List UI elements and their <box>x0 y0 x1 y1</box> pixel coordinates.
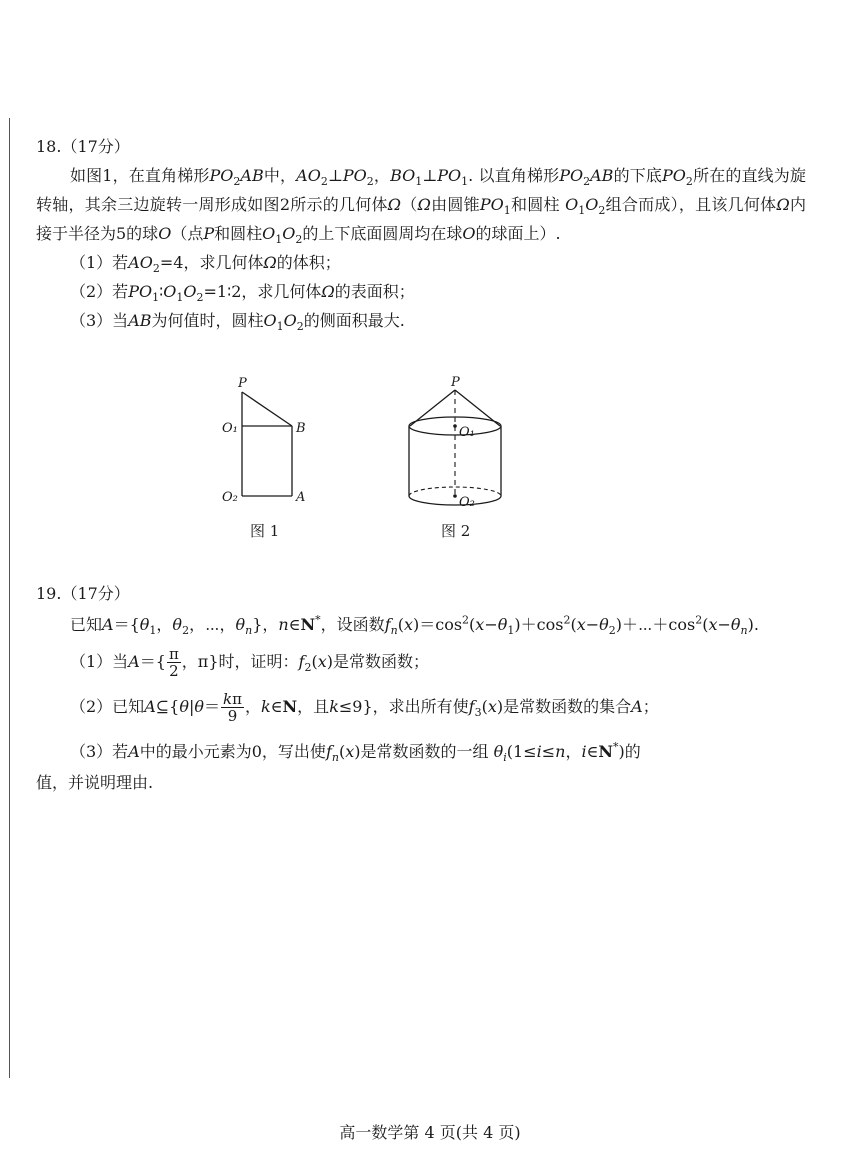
fig1-label-B: B <box>296 421 306 436</box>
question-19 <box>36 578 806 798</box>
fig2-label-P: P <box>451 375 460 390</box>
fig1-label-A: A <box>296 490 306 505</box>
question-18-stem: 如图1，在直角梯形$PO_2AB$中，$AO_2\perp PO_2$，$BO_1\perp PO_1$. 以直角梯形$PO_2AB$的下底$PO_2$所在的直线为旋转轴，其余三边旋转一周形成如图2所示的几何体Ω（Ω由圆锥$PO_1$和圆柱 $O_1O_2$组合而成），且该几何体Ω内接于半径为5的球O（点P和圆柱$O_1O_2$的上下底面圆周均在球O的球面上）. <box>36 166 806 247</box>
question-18-figures <box>210 374 530 549</box>
page-footer: 高一数学第 4 页(共 4 页) <box>339 1123 521 1142</box>
question-19-header: 19.（17分） <box>36 584 130 603</box>
figure-1-caption: 图 1 <box>250 522 280 540</box>
question-19-part-2: （2）已知A⊆{θ|θ＝ $\frac{k\pi}{9}$ ，k∈N，且k≤9}，求出所有使$f_3(x)$是常数函数的集合A； <box>70 690 659 725</box>
figure-1-diagram <box>222 376 306 505</box>
question-19-part-1: （1）当A＝{ $\frac{\pi}{2}$ ，π}时，证明：$f_2(x)$是常数函数； <box>70 645 429 680</box>
fig1-label-P: P <box>238 376 247 391</box>
question-18 <box>36 132 806 335</box>
figure-2-caption: 图 2 <box>441 522 471 540</box>
figure-2-diagram <box>409 375 501 510</box>
question-18-header: 18.（17分） <box>36 137 130 156</box>
question-18-part-2: （2）若$PO_1∶O_1O_2=1∶2$，求几何体Ω的表面积； <box>70 282 415 305</box>
fig2-label-O2: O₂ <box>459 495 475 510</box>
fig2-label-O1: O₁ <box>459 425 475 440</box>
question-18-part-3: （3）当AB为何值时，圆柱$O_1O_2$的侧面积最大. <box>70 311 405 334</box>
question-19-part-3-cont: 值，并说明理由. <box>36 773 154 792</box>
question-18-part-1: （1）若$AO_2=4$，求几何体Ω的体积； <box>70 253 341 276</box>
fig1-label-O1: O₁ <box>222 421 238 436</box>
question-19-stem: 已知$A=\{\theta_1$，$\theta_2$，⋯，$\theta_n$}，n∈N*，设函数$f_n(x)=\cos^2(x-\theta_1)+\cos^2(x-\theta_2)+\cdots+\cos^2(x-\theta_n)$. <box>70 613 759 638</box>
question-19-part-3: （3）若A中的最小元素为0，写出使$f_n(x)$是常数函数的一组 $\theta_i(1\le i\le n$，i∈N*)的 <box>70 740 641 765</box>
fig1-label-O2: O₂ <box>222 490 238 505</box>
